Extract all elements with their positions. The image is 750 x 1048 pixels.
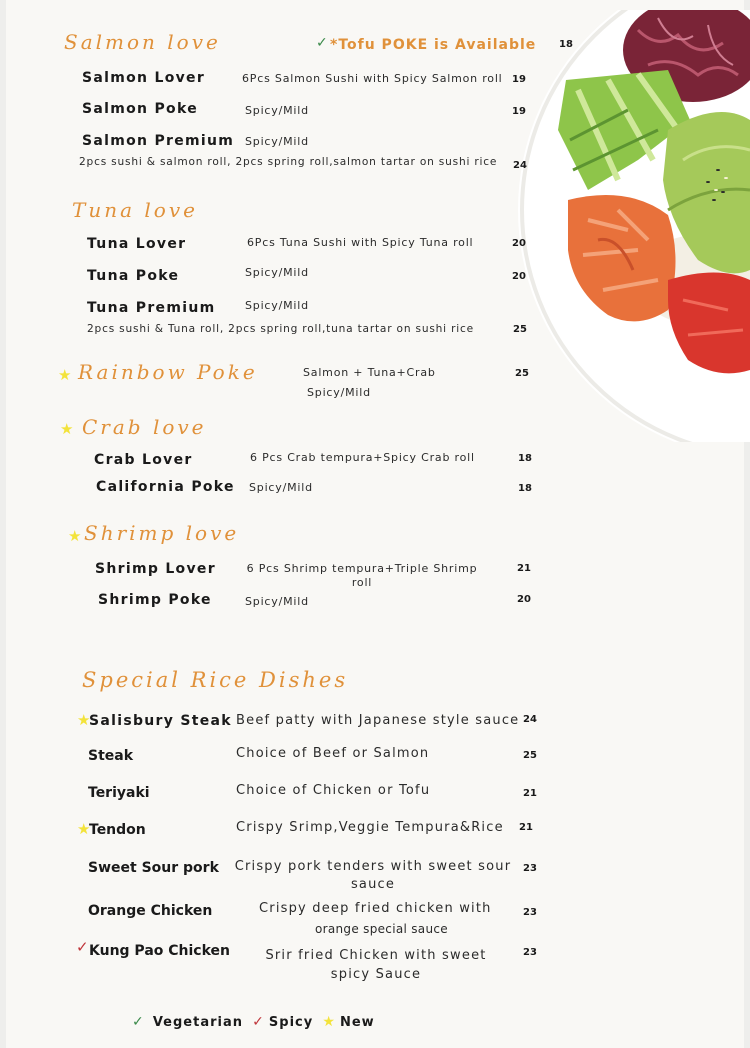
legend-new-label: New: [339, 1015, 375, 1030]
section-title-rainbow-poke: Rainbow Poke: [78, 360, 258, 384]
poke-bowl-image: [518, 10, 750, 442]
menu-page: [6, 0, 744, 1048]
menu-item-name: Crab Lover: [94, 452, 193, 468]
menu-item-desc: Spicy/Mild: [245, 299, 309, 312]
menu-item-price: 18: [518, 483, 532, 494]
menu-item-desc: Spicy/Mild: [245, 595, 309, 608]
menu-item-name: Salmon Poke: [82, 101, 198, 117]
poke-bowl-photo: [518, 10, 750, 442]
menu-item-price: 25: [513, 324, 527, 335]
menu-item-price: 24: [523, 714, 537, 725]
menu-item-name: Orange Chicken: [88, 903, 213, 919]
section-title-salmon-love: Salmon love: [64, 30, 221, 54]
menu-item-price: 19: [512, 74, 526, 85]
menu-item-name: Tuna Poke: [87, 268, 180, 284]
menu-item-price: 25: [523, 750, 537, 761]
menu-item-price: 21: [519, 822, 533, 833]
menu-item-price: 19: [512, 106, 526, 117]
section-title-crab-love: Crab love: [82, 415, 207, 439]
menu-item-price: 23: [523, 863, 537, 874]
menu-item-name: Shrimp Poke: [98, 592, 212, 608]
menu-item-name: Salmon Lover: [82, 70, 206, 86]
spicy-check-icon: ✓: [252, 1014, 264, 1030]
menu-item-desc: Srir fried Chicken with sweet spicy Sauce: [265, 948, 487, 982]
menu-item-desc: Choice of Chicken or Tofu: [236, 783, 431, 798]
menu-item-name: Tendon: [89, 822, 146, 838]
menu-item-price: 24: [513, 160, 527, 171]
tofu-notice: *Tofu POKE is Available: [330, 37, 537, 53]
menu-item-price: 18: [518, 453, 532, 464]
menu-item-price: 23: [523, 907, 537, 918]
menu-item-desc: Spicy/Mild: [245, 104, 309, 117]
new-star-icon: ★: [58, 366, 72, 384]
menu-item-price: 21: [517, 563, 531, 574]
menu-item-desc: 6Pcs Tuna Sushi with Spicy Tuna roll: [247, 236, 474, 249]
menu-item-price: 20: [512, 238, 526, 249]
section-title-special-rice-dishes: Special Rice Dishes: [82, 668, 349, 692]
menu-item-price: 20: [517, 594, 531, 605]
menu-item-name: California Poke: [96, 479, 235, 495]
legend: [132, 1011, 375, 1030]
menu-item-price: 20: [512, 271, 526, 282]
menu-item-name: Steak: [88, 748, 134, 764]
menu-item-name: Salisbury Steak: [89, 713, 232, 729]
menu-item-desc: 6 Pcs Shrimp tempura+Triple Shrimp roll: [246, 562, 478, 589]
spicy-check-icon: ✓: [76, 938, 89, 956]
menu-item-desc: Crispy Srimp,Veggie Tempura&Rice: [236, 820, 504, 835]
menu-item-name: Tuna Premium: [87, 300, 216, 316]
menu-item-desc: 6Pcs Salmon Sushi with Spicy Salmon roll: [242, 72, 503, 85]
menu-item-desc: Salmon + Tuna+Crab: [303, 366, 436, 379]
menu-item-name: Teriyaki: [88, 785, 150, 801]
new-star-icon: ★: [68, 527, 82, 545]
menu-item-desc: 6 Pcs Crab tempura+Spicy Crab roll: [250, 451, 475, 464]
vegetarian-check-icon: ✓: [132, 1014, 144, 1030]
menu-item-name: Shrimp Lover: [95, 561, 216, 577]
menu-item-name: Salmon Premium: [82, 133, 235, 149]
section-title-shrimp-love: Shrimp love: [84, 521, 240, 545]
menu-item-note: 2pcs sushi & salmon roll, 2pcs spring roll,salmon tartar on sushi rice: [79, 156, 498, 168]
menu-item-note: 2pcs sushi & Tuna roll, 2pcs spring roll,tuna tartar on sushi rice: [87, 323, 474, 335]
menu-item-price: 21: [523, 788, 537, 799]
menu-item-desc: Choice of Beef or Salmon: [236, 746, 430, 761]
tofu-notice-price: 18: [559, 39, 573, 50]
menu-item-name: Kung Pao Chicken: [89, 943, 230, 959]
new-star-icon: ★: [77, 820, 91, 838]
menu-item-desc: Spicy/Mild: [245, 266, 309, 279]
new-star-icon: ★: [322, 1014, 335, 1030]
new-star-icon: ★: [77, 711, 91, 729]
menu-item-price: 25: [515, 368, 529, 379]
menu-item-desc: Crispy pork tenders with sweet sour sauce: [234, 859, 512, 892]
legend-vegetarian-label: Vegetarian: [152, 1015, 243, 1030]
menu-item-name: Sweet Sour pork: [88, 860, 219, 876]
menu-item-desc: Crispy deep fried chicken with: [259, 901, 492, 916]
menu-item-desc: Spicy/Mild: [307, 386, 371, 399]
legend-spicy-label: Spicy: [268, 1015, 314, 1030]
new-star-icon: ★: [60, 420, 74, 438]
menu-item-desc: Spicy/Mild: [245, 135, 309, 148]
menu-item-name: Tuna Lover: [87, 236, 187, 252]
vegetarian-check-icon: ✓: [316, 35, 328, 51]
menu-item-desc: Spicy/Mild: [249, 481, 313, 494]
menu-item-price: 23: [523, 947, 537, 958]
menu-item-desc: Beef patty with Japanese style sauce: [236, 713, 520, 728]
menu-item-desc: orange special sauce: [315, 922, 448, 936]
section-title-tuna-love: Tuna love: [72, 198, 198, 222]
